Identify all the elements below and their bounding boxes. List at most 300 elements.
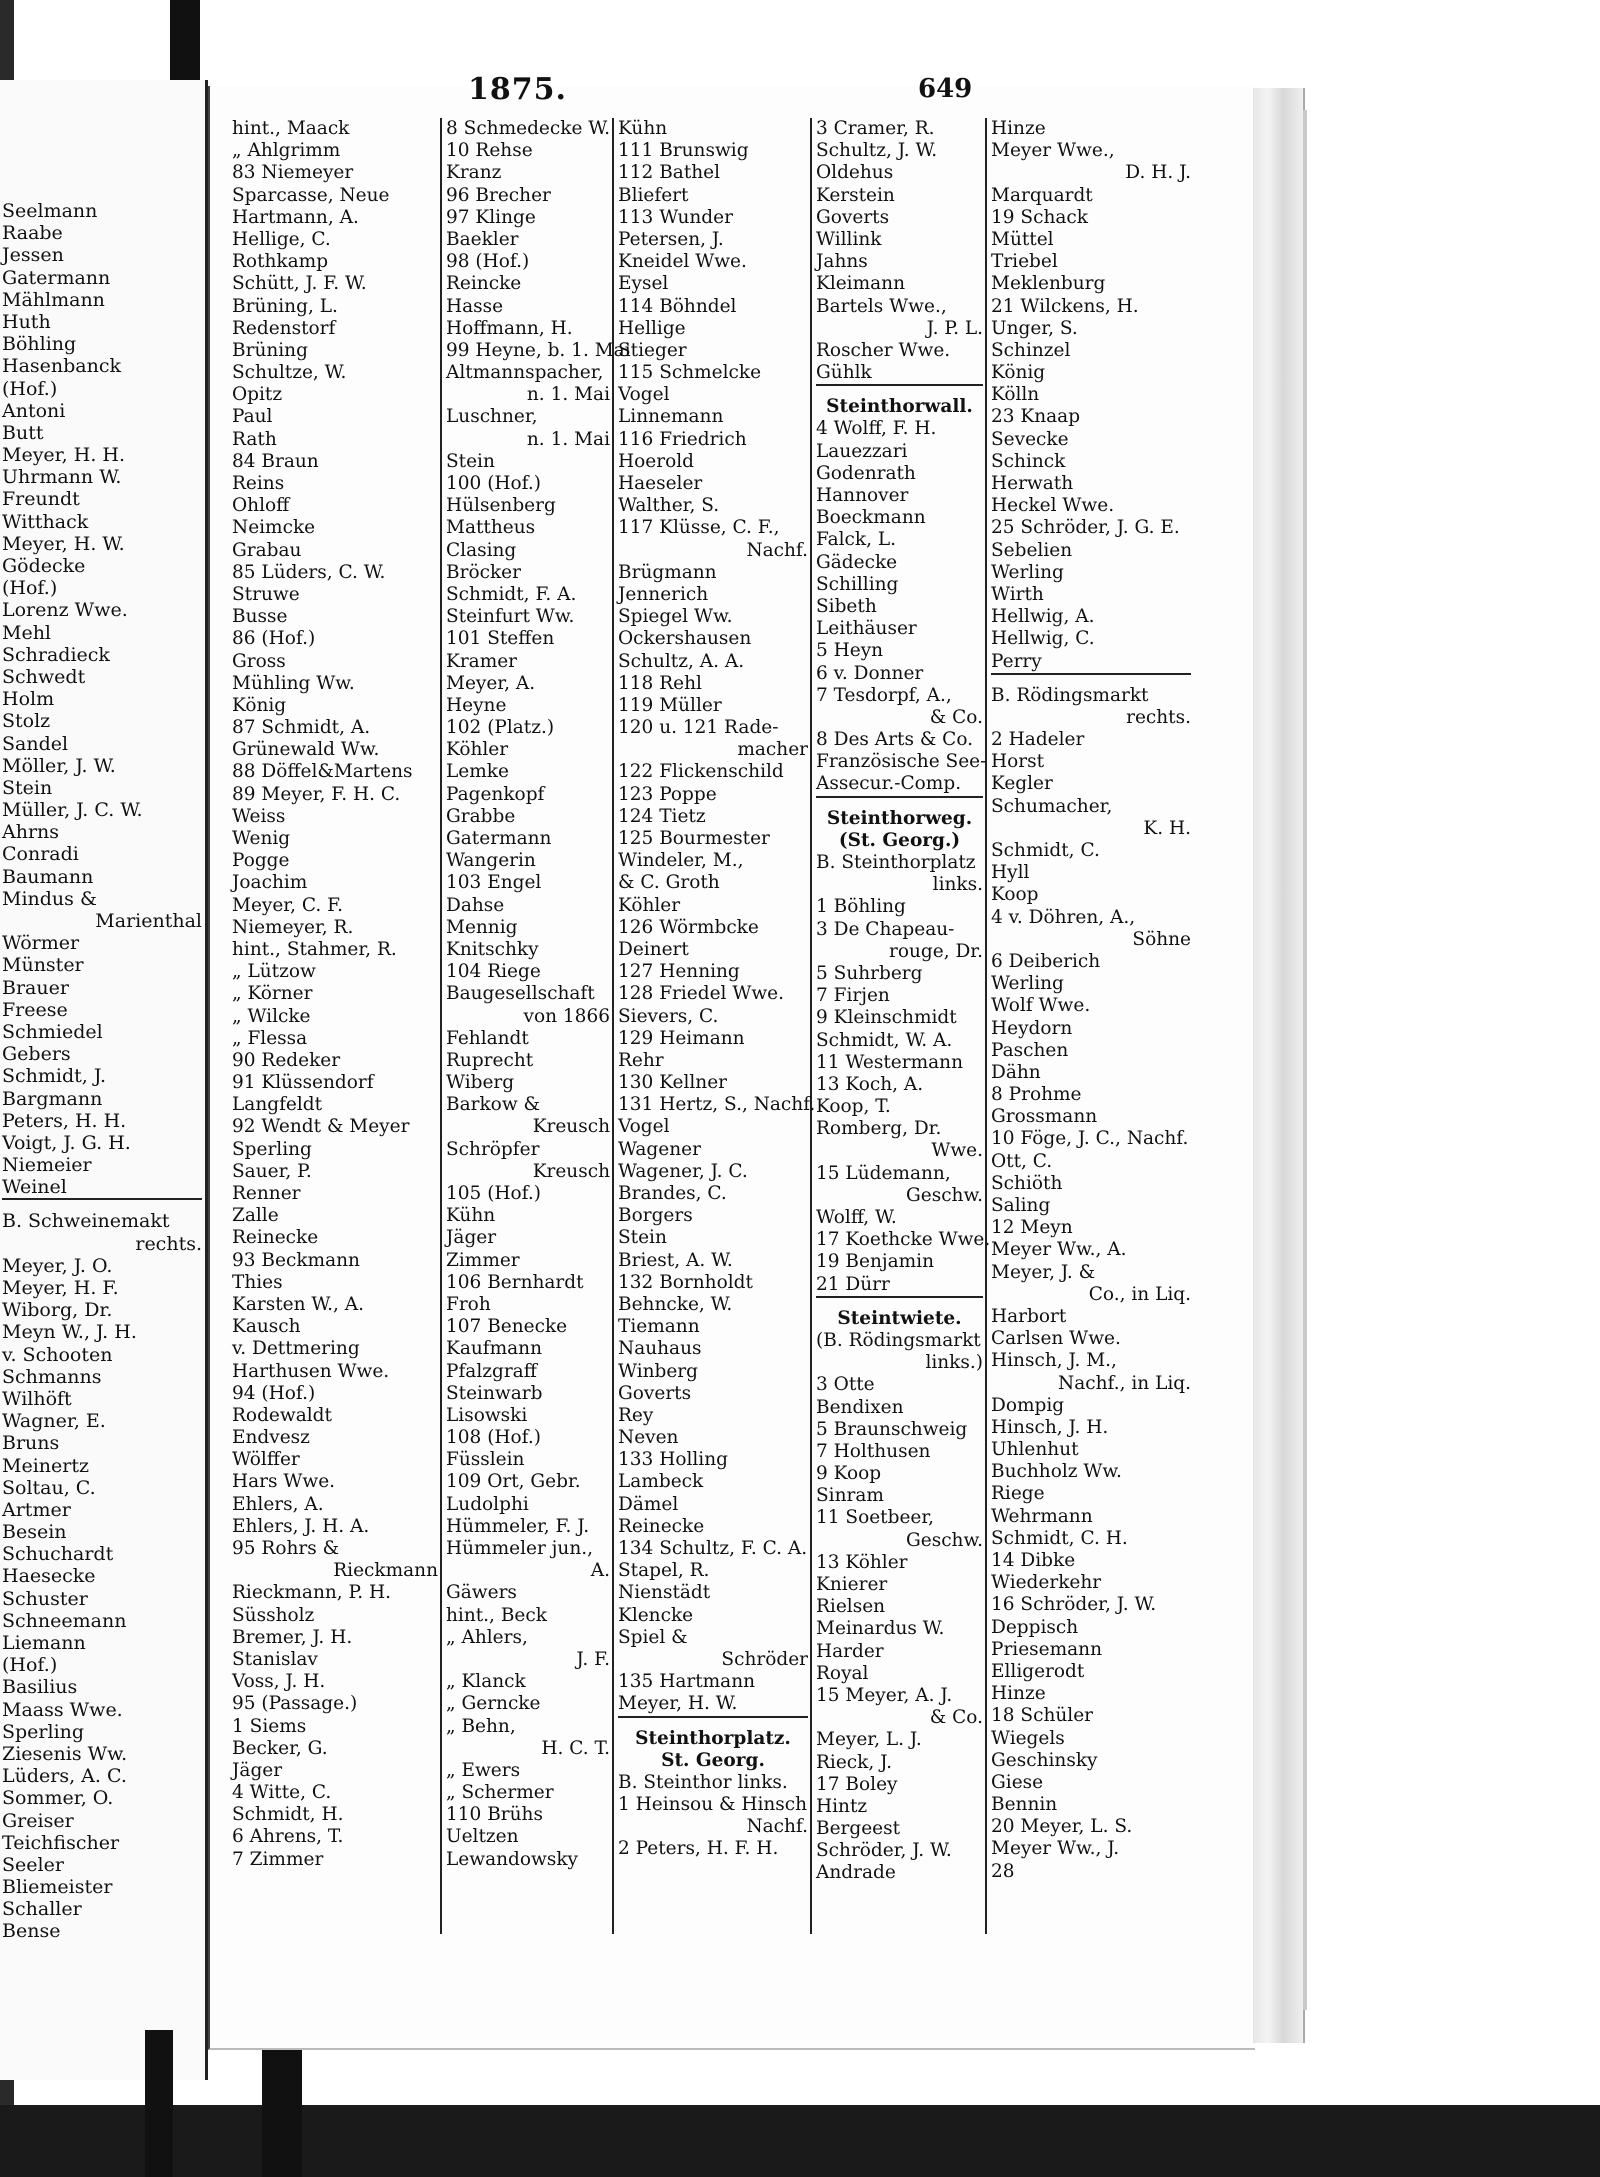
directory-entry: Meyer Wwe., bbox=[991, 140, 1115, 162]
directory-entry: Wiederkehr bbox=[991, 1572, 1102, 1594]
directory-entry: 126 Wörmbcke bbox=[618, 916, 759, 938]
directory-entry: B. Steinthorplatz bbox=[816, 852, 976, 873]
directory-column-3 bbox=[618, 118, 816, 1861]
column-divider bbox=[985, 118, 987, 1934]
directory-entry: Sperling bbox=[232, 1138, 312, 1160]
directory-entry: Schinck bbox=[991, 450, 1066, 472]
directory-entry: A. bbox=[590, 1560, 610, 1582]
directory-entry: Sommer, O. bbox=[2, 1787, 114, 1810]
directory-entry: 106 Bernhardt bbox=[446, 1271, 584, 1293]
directory-column-5 bbox=[991, 118, 1191, 1883]
directory-entry: Grabau bbox=[232, 539, 302, 561]
directory-entry: Becker, G. bbox=[232, 1737, 328, 1759]
directory-entry: 98 (Hof.) bbox=[446, 251, 530, 273]
directory-entry: Knierer bbox=[816, 1574, 888, 1595]
directory-entry: Rey bbox=[618, 1404, 654, 1426]
directory-entry: Schaller bbox=[2, 1898, 82, 1921]
directory-entry: Hintz bbox=[816, 1795, 868, 1817]
directory-entry: Redenstorf bbox=[232, 317, 336, 339]
directory-entry: Bliefert bbox=[618, 184, 689, 206]
directory-entry: Endvesz bbox=[232, 1427, 310, 1449]
directory-entry: Holm bbox=[2, 688, 55, 711]
page-number: 649 bbox=[918, 74, 973, 104]
directory-entry: Ludolphi bbox=[446, 1493, 529, 1515]
directory-entry: 117 Klüsse, C. F., bbox=[618, 517, 780, 539]
directory-entry: Leithäuser bbox=[816, 618, 917, 640]
directory-entry: Greiser bbox=[2, 1809, 74, 1832]
directory-entry: Meyer, H. W. bbox=[618, 1693, 738, 1715]
directory-entry: Wilhöft bbox=[2, 1387, 72, 1410]
directory-entry: 2 Hadeler bbox=[991, 729, 1085, 751]
directory-entry: Hasse bbox=[446, 295, 504, 317]
directory-entry: 123 Poppe bbox=[618, 783, 717, 805]
directory-entry: Wiborg, Dr. bbox=[2, 1299, 113, 1322]
directory-entry: 23 Knaap bbox=[991, 406, 1081, 428]
directory-entry: 13 Koch, A. bbox=[816, 1073, 924, 1095]
directory-entry: Gödecke bbox=[2, 555, 86, 577]
directory-entry: 125 Bourmester bbox=[618, 828, 770, 849]
directory-entry: Eysel bbox=[618, 273, 669, 295]
directory-entry: macher bbox=[737, 739, 808, 761]
directory-entry: Deinert bbox=[618, 938, 689, 960]
directory-entry: Köhler bbox=[618, 894, 681, 916]
directory-entry: 130 Kellner bbox=[618, 1072, 728, 1094]
directory-entry: Paul bbox=[232, 406, 273, 428]
directory-entry: Neven bbox=[618, 1427, 679, 1449]
directory-entry: Bennin bbox=[991, 1794, 1058, 1816]
directory-entry: Koop, T. bbox=[816, 1096, 891, 1118]
directory-entry: (Hof.) bbox=[2, 1654, 58, 1677]
directory-entry: J. F. bbox=[576, 1648, 610, 1670]
table-surface bbox=[0, 2105, 1600, 2177]
page-clip-top bbox=[170, 0, 200, 90]
directory-entry: 92 Wendt & Meyer bbox=[232, 1116, 410, 1138]
directory-entry: Nachf., in Liq. bbox=[1058, 1372, 1191, 1394]
left-page-fragment bbox=[0, 80, 208, 2080]
directory-entry: Schwedt bbox=[2, 665, 86, 688]
directory-entry: Perry bbox=[991, 650, 1042, 672]
directory-entry: Meyer, H. W. bbox=[2, 532, 125, 555]
directory-entry: 95 (Passage.) bbox=[232, 1693, 358, 1715]
directory-entry: Gühlk bbox=[816, 362, 872, 384]
directory-entry: 128 Friedel Wwe. bbox=[618, 983, 785, 1005]
directory-entry: 5 Suhrberg bbox=[816, 962, 923, 984]
directory-column-4 bbox=[816, 118, 991, 1885]
directory-entry: Bense bbox=[2, 1920, 61, 1943]
directory-entry: Basilius bbox=[2, 1676, 78, 1699]
directory-entry: Müttel bbox=[991, 228, 1054, 250]
directory-entry: v. Schooten bbox=[2, 1343, 113, 1366]
directory-entry: Bliemeister bbox=[2, 1876, 113, 1899]
directory-entry: 131 Hertz, S., Nachf. bbox=[618, 1094, 816, 1116]
directory-entry: 115 Schmelcke bbox=[618, 362, 762, 384]
directory-entry: & Co. bbox=[929, 706, 983, 728]
directory-entry: Schilling bbox=[816, 573, 899, 595]
directory-entry: Wenig bbox=[232, 828, 291, 849]
directory-entry: Triebel bbox=[991, 251, 1058, 273]
directory-entry: Liemann bbox=[2, 1632, 86, 1654]
directory-entry: 127 Henning bbox=[618, 961, 740, 983]
directory-entry: 111 Brunswig bbox=[618, 140, 749, 162]
directory-entry: Briest, A. W. bbox=[618, 1249, 733, 1271]
directory-entry: Goverts bbox=[816, 206, 890, 228]
directory-entry: Assecur.-Comp. bbox=[816, 773, 962, 795]
directory-entry: Zalle bbox=[232, 1205, 279, 1227]
directory-entry: Oldehus bbox=[816, 162, 894, 184]
directory-entry: Hinze bbox=[991, 118, 1046, 139]
directory-entry: 5 Braunschweig bbox=[816, 1418, 968, 1440]
directory-entry: Jahns bbox=[816, 251, 868, 273]
directory-entry: Ehlers, A. bbox=[232, 1493, 324, 1515]
directory-entry: Meyn W., J. H. bbox=[2, 1321, 137, 1344]
directory-entry: Ruprecht bbox=[446, 1049, 534, 1071]
directory-entry: Sperling bbox=[2, 1720, 85, 1743]
directory-entry: Vogel bbox=[618, 1116, 670, 1138]
directory-entry: Gross bbox=[232, 650, 286, 672]
directory-entry: Steinthorplatz. bbox=[635, 1727, 791, 1749]
directory-entry: Steintwiete. bbox=[837, 1307, 962, 1329]
directory-entry: Steinthorweg. bbox=[826, 807, 973, 829]
directory-entry: Co., in Liq. bbox=[1088, 1283, 1191, 1305]
directory-entry bbox=[991, 673, 1191, 685]
directory-entry: Altmannspacher, bbox=[446, 362, 604, 384]
directory-entry: Karsten W., A. bbox=[232, 1293, 365, 1315]
directory-entry: Baugesellschaft bbox=[446, 983, 595, 1005]
directory-entry: Reinecke bbox=[618, 1515, 705, 1537]
directory-entry: 11 Soetbeer, bbox=[816, 1507, 935, 1529]
directory-entry: Lemke bbox=[446, 761, 509, 783]
directory-entry: Ehlers, J. H. A. bbox=[232, 1515, 370, 1537]
directory-entry: Herwath bbox=[991, 473, 1074, 494]
directory-entry: Hellige bbox=[618, 317, 686, 339]
directory-entry: hint., Stahmer, R. bbox=[232, 938, 397, 960]
directory-entry: 13 Köhler bbox=[816, 1551, 908, 1573]
directory-entry: Reins bbox=[232, 473, 285, 494]
directory-entry: Kneidel Wwe. bbox=[618, 251, 747, 273]
directory-entry: Lambeck bbox=[618, 1471, 704, 1493]
directory-entry: Priesemann bbox=[991, 1638, 1102, 1660]
directory-entry: „ Gerncke bbox=[446, 1693, 541, 1715]
directory-entry: Bergeest bbox=[816, 1818, 901, 1840]
directory-entry: Rieckmann bbox=[333, 1560, 438, 1582]
directory-entry: Fehlandt bbox=[446, 1027, 529, 1049]
directory-entry: 129 Heimann bbox=[618, 1027, 745, 1049]
directory-entry: Linnemann bbox=[618, 406, 724, 428]
directory-entry: Wiberg bbox=[446, 1072, 515, 1094]
directory-entry: Deppisch bbox=[991, 1616, 1079, 1638]
directory-entry: Kramer bbox=[446, 650, 518, 672]
directory-entry: 28 bbox=[991, 1860, 1015, 1882]
directory-entry: 6 v. Donner bbox=[816, 662, 924, 684]
directory-entry: Petersen, J. bbox=[618, 228, 724, 250]
directory-entry: Kreusch bbox=[532, 1116, 610, 1138]
directory-entry: 97 Klinge bbox=[446, 206, 536, 228]
directory-entry: „ Ahlgrimm bbox=[232, 140, 341, 162]
directory-column-1 bbox=[232, 118, 438, 1871]
directory-entry: (Hof.) bbox=[2, 577, 58, 600]
directory-entry: Heckel Wwe. bbox=[991, 495, 1115, 517]
directory-entry: Uhlenhut bbox=[991, 1439, 1079, 1461]
directory-entry: Godenrath bbox=[816, 462, 916, 484]
directory-entry: Baumann bbox=[2, 865, 94, 888]
directory-entry: 17 Koethcke Wwe. bbox=[816, 1229, 991, 1251]
directory-entry: Mühling Ww. bbox=[232, 672, 355, 694]
directory-entry: (B. Rödingsmarkt bbox=[816, 1329, 981, 1351]
directory-entry: Wagner, E. bbox=[2, 1410, 106, 1433]
directory-entry: Werling bbox=[991, 561, 1064, 583]
directory-entry: Brügmann bbox=[618, 561, 717, 583]
directory-entry: 109 Ort, Gebr. bbox=[446, 1471, 581, 1493]
directory-entry: Buchholz Ww. bbox=[991, 1461, 1122, 1483]
directory-entry: Steinwarb bbox=[446, 1382, 543, 1404]
directory-entry: Antoni bbox=[2, 399, 66, 422]
directory-entry: „ Lützow bbox=[232, 961, 316, 983]
directory-entry: Renner bbox=[232, 1183, 301, 1204]
directory-entry: Dahse bbox=[446, 894, 505, 916]
directory-entry: Lewandowsky bbox=[446, 1848, 578, 1870]
directory-entry: Hinsch, J. H. bbox=[991, 1416, 1109, 1438]
directory-entry: 15 Lüdemann, bbox=[816, 1162, 951, 1184]
page-edge-stack bbox=[1253, 88, 1305, 2043]
directory-entry: Vogel bbox=[618, 384, 670, 406]
directory-entry: Borgers bbox=[618, 1205, 693, 1227]
directory-entry: 8 Des Arts & Co. bbox=[816, 729, 974, 751]
directory-entry: Kühn bbox=[618, 118, 668, 139]
directory-entry: Meyer, J. & bbox=[991, 1261, 1096, 1283]
directory-entry: Steinfurt Ww. bbox=[446, 606, 575, 628]
directory-entry: Conradi bbox=[2, 843, 79, 866]
directory-entry: Busse bbox=[232, 606, 288, 628]
directory-entry: Huth bbox=[2, 310, 51, 333]
directory-entry: Boeckmann bbox=[816, 507, 926, 529]
directory-entry: Bendixen bbox=[816, 1396, 904, 1418]
directory-entry: Meinertz bbox=[2, 1454, 89, 1477]
directory-entry: Wölffer bbox=[232, 1449, 300, 1471]
directory-entry: Langfeldt bbox=[232, 1094, 323, 1116]
directory-entry: Windeler, M., bbox=[618, 850, 744, 872]
directory-entry: Schmidt, C. bbox=[991, 840, 1100, 861]
directory-entry: Raabe bbox=[2, 222, 63, 245]
directory-entry: B. Rödingsmarkt bbox=[991, 684, 1149, 706]
directory-entry: Witthack bbox=[2, 510, 89, 533]
column-divider bbox=[612, 118, 614, 1934]
directory-entry: Marquardt bbox=[991, 184, 1093, 206]
directory-entry: Gädecke bbox=[816, 551, 898, 573]
directory-entry: 135 Hartmann bbox=[618, 1671, 756, 1693]
directory-entry: 8 Schmedecke W. bbox=[446, 118, 610, 139]
directory-entry: von 1866 bbox=[523, 1005, 610, 1027]
directory-entry: Clasing bbox=[446, 539, 517, 561]
directory-entry: 85 Lüders, C. W. bbox=[232, 561, 386, 583]
directory-entry: Jessen bbox=[2, 244, 64, 267]
directory-entry: Koop bbox=[991, 884, 1039, 906]
directory-entry: Reincke bbox=[446, 273, 522, 295]
directory-entry: Hülsenberg bbox=[446, 495, 556, 517]
directory-entry: „ Klanck bbox=[446, 1671, 526, 1693]
directory-entry: & C. Groth bbox=[618, 872, 720, 894]
directory-entry: 86 (Hof.) bbox=[232, 628, 316, 650]
directory-entry: Besein bbox=[2, 1521, 67, 1544]
directory-entry: Schradieck bbox=[2, 643, 110, 666]
directory-entry: Wiegels bbox=[991, 1727, 1065, 1749]
directory-entry: 124 Tietz bbox=[618, 805, 706, 827]
directory-entry: 19 Schack bbox=[991, 206, 1088, 228]
directory-entry: Barkow & bbox=[446, 1094, 540, 1116]
directory-entry: 20 Meyer, L. S. bbox=[991, 1816, 1133, 1838]
directory-entry: König bbox=[232, 694, 287, 716]
directory-entry: Elligerodt bbox=[991, 1660, 1085, 1682]
directory-entry: Zimmer bbox=[446, 1249, 520, 1271]
directory-entry: Gebers bbox=[2, 1043, 71, 1066]
directory-entry: Rodewaldt bbox=[232, 1404, 332, 1426]
directory-entry: Rath bbox=[232, 428, 277, 450]
directory-entry: Freundt bbox=[2, 488, 80, 511]
directory-entry: Reinecke bbox=[232, 1227, 319, 1249]
directory-entry: „ Wilcke bbox=[232, 1005, 311, 1027]
directory-entry bbox=[618, 1716, 808, 1728]
directory-entry bbox=[2, 1198, 202, 1210]
directory-entry: Kausch bbox=[232, 1316, 301, 1338]
directory-entry: 110 Brühs bbox=[446, 1804, 543, 1826]
directory-entry: Rothkamp bbox=[232, 251, 329, 273]
directory-entry: Hoffmann, H. bbox=[446, 317, 573, 339]
directory-entry: Falck, L. bbox=[816, 529, 897, 551]
directory-entry: Lauezzari bbox=[816, 440, 908, 462]
directory-column-2 bbox=[446, 118, 631, 1871]
directory-entry: Seelmann bbox=[2, 200, 98, 222]
directory-entry: 114 Böhndel bbox=[618, 295, 737, 317]
directory-entry: Willink bbox=[816, 228, 882, 250]
directory-entry: Köhler bbox=[446, 739, 509, 761]
directory-entry: Schuster bbox=[2, 1587, 88, 1610]
directory-entry: Stieger bbox=[618, 339, 687, 361]
directory-entry: Nachf. bbox=[746, 1816, 808, 1838]
directory-entry: Bargmann bbox=[2, 1087, 103, 1110]
directory-entry: 4 Wolff, F. H. bbox=[816, 418, 937, 440]
directory-entry bbox=[816, 796, 983, 808]
directory-entry: Stanislav bbox=[232, 1648, 318, 1670]
directory-entry: Hyll bbox=[991, 862, 1030, 884]
directory-entry: 21 Dürr bbox=[816, 1273, 890, 1295]
directory-entry: Wagener, J. C. bbox=[618, 1160, 748, 1182]
directory-entry: Kleimann bbox=[816, 273, 906, 295]
directory-entry: 102 (Platz.) bbox=[446, 717, 555, 739]
directory-entry: Ziesenis Ww. bbox=[2, 1742, 128, 1765]
directory-entry: Hartmann, A. bbox=[232, 206, 359, 228]
directory-entry: Struwe bbox=[232, 583, 300, 605]
directory-entry: Schütt, J. F. W. bbox=[232, 273, 367, 295]
directory-entry: 9 Koop bbox=[816, 1463, 882, 1485]
directory-entry: 132 Bornholdt bbox=[618, 1271, 753, 1293]
directory-entry: 91 Klüssendorf bbox=[232, 1072, 374, 1094]
directory-entry: Uhrmann W. bbox=[2, 466, 122, 489]
directory-entry: 8 Prohme bbox=[991, 1084, 1082, 1106]
directory-entry: 15 Meyer, A. J. bbox=[816, 1684, 953, 1706]
directory-entry: Hasenbanck bbox=[2, 355, 122, 378]
directory-entry: Nienstädt bbox=[618, 1582, 711, 1604]
directory-entry: (St. Georg.) bbox=[838, 829, 961, 851]
directory-entry: Meyer, C. F. bbox=[232, 894, 343, 916]
directory-entry: 99 Heyne, b. 1. Mai bbox=[446, 339, 631, 361]
directory-entry: Meyer, L. J. bbox=[816, 1729, 922, 1751]
directory-entry: Hannover bbox=[816, 485, 909, 506]
directory-entry: Mindus & bbox=[2, 887, 97, 910]
directory-entry: Geschinsky bbox=[991, 1749, 1098, 1771]
directory-entry: Mennig bbox=[446, 916, 518, 938]
directory-entry: Unger, S. bbox=[991, 317, 1078, 339]
directory-entry: Bremer, J. H. bbox=[232, 1626, 353, 1648]
directory-entry: „ Behn, bbox=[446, 1715, 516, 1737]
directory-entry: Ueltzen bbox=[446, 1826, 519, 1848]
directory-entry: Stein bbox=[618, 1227, 667, 1249]
directory-entry: Stolz bbox=[2, 710, 51, 733]
directory-entry: 90 Redeker bbox=[232, 1049, 341, 1071]
directory-entry: Romberg, Dr. bbox=[816, 1118, 942, 1140]
directory-entry: Gatermann bbox=[2, 266, 111, 289]
directory-entry: 112 Bathel bbox=[618, 162, 721, 184]
directory-entry: Wwe. bbox=[931, 1140, 983, 1162]
page-clip-bottom-right bbox=[262, 2050, 302, 2177]
directory-entry: Schmidt, W. A. bbox=[816, 1029, 953, 1051]
directory-entry: Pogge bbox=[232, 850, 290, 872]
directory-entry: 94 (Hof.) bbox=[232, 1382, 316, 1404]
directory-entry: Butt bbox=[2, 421, 44, 444]
directory-entry: Spiegel Ww. bbox=[618, 606, 733, 628]
directory-entry: Hümmeler jun., bbox=[446, 1538, 593, 1559]
directory-entry: 9 Kleinschmidt bbox=[816, 1007, 957, 1029]
directory-entry: Sparcasse, Neue bbox=[232, 184, 390, 206]
directory-entry: Hellige, C. bbox=[232, 228, 331, 250]
directory-entry: Schneemann bbox=[2, 1609, 127, 1632]
directory-entry: Hinsch, J. M., bbox=[991, 1350, 1117, 1372]
directory-entry: Roscher Wwe. bbox=[816, 339, 951, 361]
directory-entry: Meyer Ww., A. bbox=[991, 1239, 1127, 1261]
directory-entry: 6 Ahrens, T. bbox=[232, 1826, 344, 1848]
directory-entry: 10 Rehse bbox=[446, 140, 533, 162]
column-divider bbox=[440, 118, 442, 1934]
directory-entry: Schmiedel bbox=[2, 1020, 103, 1043]
directory-entry: 96 Brecher bbox=[446, 184, 551, 206]
directory-entry: Schmanns bbox=[2, 1365, 102, 1388]
directory-entry: Kaufmann bbox=[446, 1338, 543, 1360]
directory-entry: „ Ewers bbox=[446, 1759, 521, 1781]
directory-entry: Behncke, W. bbox=[618, 1293, 733, 1315]
directory-entry: Pagenkopf bbox=[446, 783, 545, 805]
directory-entry: Lisowski bbox=[446, 1404, 528, 1426]
directory-entry: 7 Zimmer bbox=[232, 1848, 324, 1870]
directory-entry: Haeseler bbox=[618, 473, 703, 494]
directory-entry: Hellwig, C. bbox=[991, 628, 1095, 650]
directory-entry: Baekler bbox=[446, 228, 519, 250]
directory-entry: Sebelien bbox=[991, 539, 1073, 561]
directory-entry: Maass Wwe. bbox=[2, 1698, 123, 1721]
directory-entry: Brüning bbox=[232, 339, 308, 361]
directory-entry: Voigt, J. G. H. bbox=[2, 1131, 131, 1154]
directory-entry: H. C. T. bbox=[541, 1737, 610, 1759]
directory-entry: Wolff, W. bbox=[816, 1207, 897, 1228]
directory-entry: Müller, J. C. W. bbox=[2, 799, 143, 822]
directory-entry: Ahrns bbox=[2, 821, 60, 844]
directory-entry: 19 Benjamin bbox=[816, 1251, 935, 1273]
directory-entry: Lorenz Wwe. bbox=[2, 599, 128, 622]
directory-entry: Füsslein bbox=[446, 1449, 525, 1471]
directory-entry: n. 1. Mai bbox=[526, 384, 610, 406]
directory-entry: Rehr bbox=[618, 1049, 664, 1071]
directory-entry: Schröpfer bbox=[446, 1138, 540, 1160]
directory-entry: Kühn bbox=[446, 1205, 496, 1227]
directory-entry: Schultze, W. bbox=[232, 362, 347, 384]
directory-entry: Horst bbox=[991, 751, 1045, 773]
